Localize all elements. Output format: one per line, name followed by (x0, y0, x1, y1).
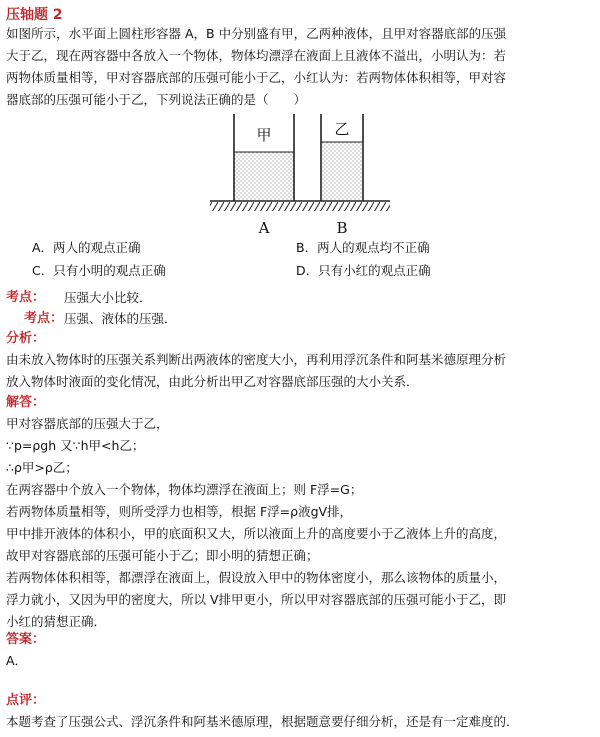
jieda-line: 甲对容器底部的压强大于乙， (6, 416, 169, 431)
kaodian-line: 压强、液体的压强． (64, 311, 177, 326)
kaodian-label-2: 考点： (24, 311, 64, 326)
option-b: B．两人的观点均不正确 (296, 240, 430, 255)
jieda-label: 解答： (6, 395, 46, 410)
dianping-label: 点评： (6, 693, 46, 708)
option-c: C．只有小明的观点正确 (32, 263, 166, 278)
jieda-line: 故甲对容器底部的压强可能小于乙；即小明的猜想正确； (6, 548, 319, 563)
liquid-label-jia: 甲 (256, 126, 272, 144)
container-figure (200, 112, 400, 237)
ground (210, 201, 390, 211)
option-a: A．两人的观点正确 (32, 240, 141, 255)
answer-value: A． (6, 653, 28, 668)
jieda-line: 浮力就小，又因为甲的密度大，所以 V排甲更小，所以甲对容器底部的压强可能小于乙，即 (6, 592, 507, 607)
fenxi-line: 放入物体时液面的变化情况，由此分析出甲乙对容器底部压强的大小关系． (6, 374, 419, 389)
jieda-line: ∵p=ρgh 又∵h甲<h乙； (6, 438, 145, 453)
question-line: 器底部的压强可能小于乙，下列说法正确的是（ ） (6, 92, 307, 107)
fenxi-line: 由未放入物体时的压强关系判断出两液体的密度大小，再利用浮沉条件和阿基米德原理分析 (6, 352, 507, 367)
question-line: 大于乙，现在两容器中各放入一个物体，物体均漂浮在液面上且液体不溢出，小明认为：若 (6, 48, 507, 63)
question-line: 如图所示，水平面上圆柱形容器 A，B 中分别盛有甲，乙两种液体，且甲对容器底部的压强 (6, 26, 507, 41)
option-d: D．只有小红的观点正确 (296, 263, 431, 278)
jieda-line: 小红的猜想正确． (6, 614, 107, 629)
fenxi-label: 分析： (6, 331, 46, 346)
jieda-line: 在两容器中个放入一个物体，物体均漂浮在液面上；则 F浮=G； (6, 482, 363, 497)
jieda-line: 甲中排开液体的体积小，甲的底面积又大，所以液面上升的高度要小于乙液体上升的高度， (6, 526, 507, 541)
container-label-a: A (258, 219, 270, 237)
problem-title: 压轴题 2 (6, 7, 63, 23)
liquid-label-yi: 乙 (334, 120, 350, 138)
jieda-line: 若两物体质量相等，则所受浮力也相等，根据 F浮=ρ液gV排， (6, 504, 353, 519)
answer-label: 答案： (6, 632, 46, 647)
jieda-line: 若两物体体积相等，都漂浮在液面上，假设放入甲中的物体密度小，那么该物体的质量小， (6, 570, 507, 585)
question-line: 两物体质量相等，甲对容器底部的压强可能小于乙，小红认为：若两物体体积相等，甲对容 (6, 70, 507, 85)
kaodian-label: 考点： (6, 290, 46, 305)
container-label-b: B (336, 219, 348, 237)
dianping-text: 本题考查了压强公式、浮沉条件和阿基米德原理，根据题意要仔细分析，还是有一定难度的． (6, 714, 519, 729)
jieda-line: ∴ρ甲>ρ乙； (6, 460, 78, 475)
kaodian-line: 压强大小比较． (64, 290, 152, 305)
